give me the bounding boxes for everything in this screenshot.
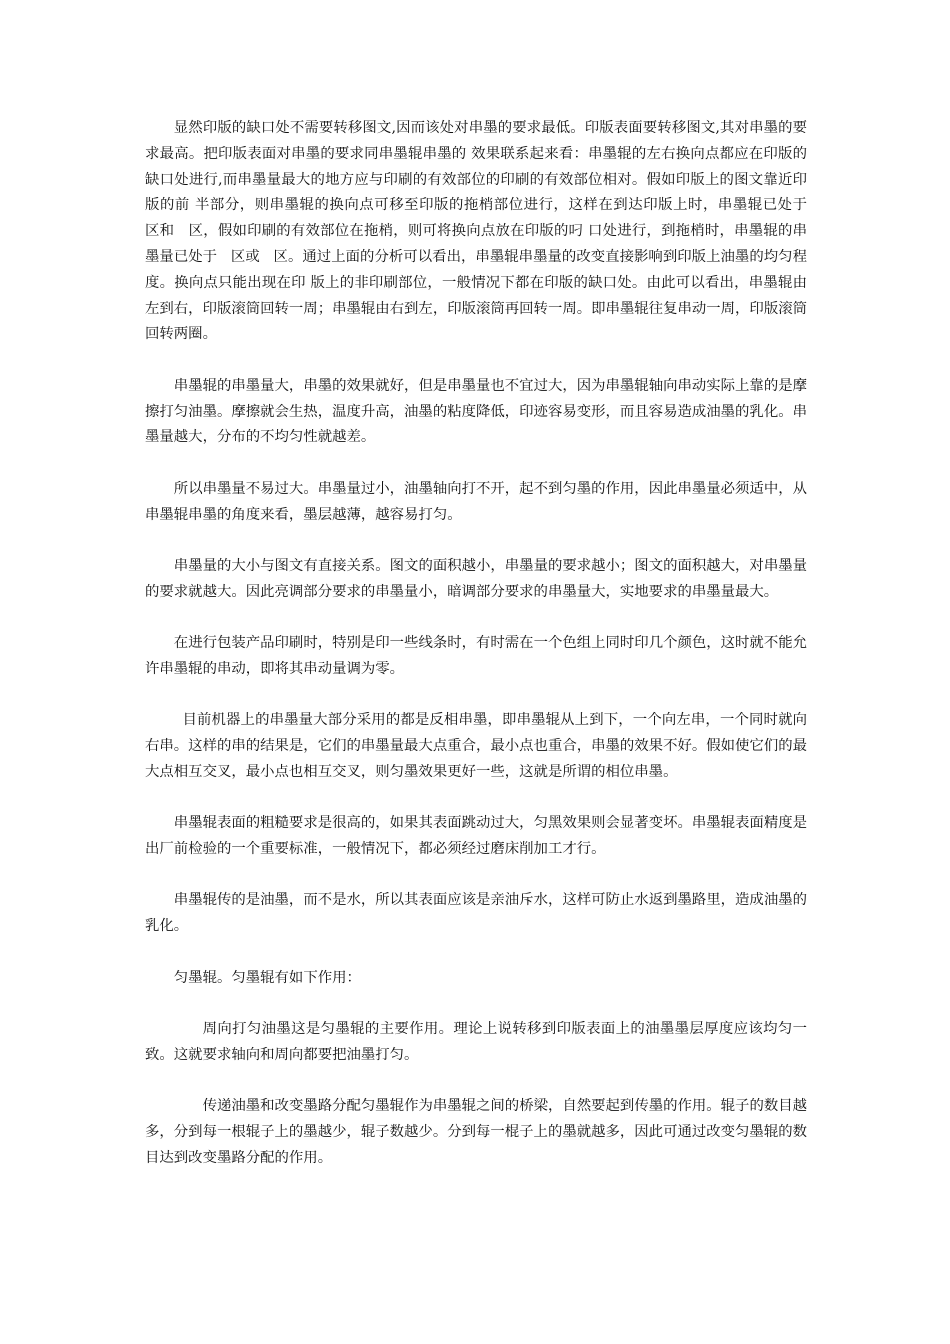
paragraph-8: 串墨辊传的是油墨，而不是水，所以其表面应该是亲油斥水，这样可防止水返到墨路里，造成油墨的乳化。 (145, 892, 807, 935)
document-body (145, 116, 821, 1197)
paragraph-3: 所以串墨量不易过大。串墨量过小，油墨轴向打不开，起不到匀墨的作用，因此串墨量必须适中，从串墨辊串墨的角度来看，墨层越薄，越容易打匀。 (145, 480, 807, 523)
paragraph-2: 串墨辊的串墨量大，串墨的效果就好，但是串墨量也不宜过大，因为串墨辊轴向串动实际上靠的是摩擦打匀油墨。摩擦就会生热，温度升高，油墨的粘度降低，印迹容易变形，而且容易造成油墨的乳化。串墨量越大，分布的不均匀性就越差。 (145, 377, 807, 446)
paragraph-1: 显然印版的缺口处不需要转移图文,因而该处对串墨的要求最低。印版表面要转移图文,其对串墨的要求最高。把印版表面对串墨的要求同串墨辊串墨的 效果联系起来看：串墨辊的左右换向点都应在印版的缺口处进行,而串墨量最大的地方应与印刷的有效部位的印刷的有效部位相对。假如印版上的图文靠近印版的前 半部分，则串墨辊的换向点可移至印版的拖梢部位进行，这样在到达印版上时，串墨辊已处于 区和 区，假如印刷的有效部位在拖梢，则可将换向点放在印版的叼 口处进行，到拖梢时，串墨辊的串墨量已处于 区或 区。通过上面的分析可以看出，串墨辊串墨量的改变直接影响到印版上油墨的均匀程度。换向点只能出现在印 版上的非印刷部位，一般情况下都在印版的缺口处。由此可以看出，串墨辊由左到右，印版滚筒回转一周；串墨辊由右到左，印版滚筒再回转一周。即串墨辊往复串动一周，印版滚筒回转两圈。 (145, 120, 821, 343)
paragraph-4: 串墨量的大小与图文有直接关系。图文的面积越小，串墨量的要求越小；图文的面积越大，对串墨量的要求就越大。因此亮调部分要求的串墨量小，暗调部分要求的串墨量大，实地要求的串墨量最大。 (145, 557, 807, 600)
paragraph-11: 传递油墨和改变墨路分配匀墨辊作为串墨辊之间的桥梁，自然要起到传墨的作用。辊子的数目越多，分到每一根辊子上的墨越少，辊子数越少。分到每一棍子上的墨就越多，因此可通过改变匀墨辊的数目达到改变墨路分配的作用。 (145, 1098, 808, 1166)
paragraph-5: 在进行包装产品印刷时，特别是印一些线条时，有时需在一个色组上同时印几个颜色，这时就不能允许串墨辊的串动，即将其串动量调为零。 (145, 635, 807, 677)
paragraph-9: 匀墨辊。匀墨辊有如下作用： (173, 969, 361, 986)
paragraph-6: 目前机器上的串墨量大部分采用的都是反相串墨，即串墨辊从上到下，一个向左串，一个同时就向右串。这样的串的结果是，它们的串墨量最大点重合，最小点也重合，串墨的效果不好。假如使它们的最大点相互交叉，最小点也相互交叉，则匀墨效果更好一些，这就是所谓的相位串墨。 (145, 712, 807, 780)
paragraph-10: 周向打匀油墨这是匀墨辊的主要作用。理论上说转移到印版表面上的油墨墨层厚度应该均匀一致。这就要求轴向和周向都要把油墨打匀。 (145, 1021, 807, 1063)
paragraph-7: 串墨辊表面的粗糙要求是很高的，如果其表面跳动过大，匀黑效果则会显著变坏。串墨辊表面精度是出厂前检验的一个重要标准，一般情况下，都必须经过磨床削加工才行。 (145, 815, 807, 858)
